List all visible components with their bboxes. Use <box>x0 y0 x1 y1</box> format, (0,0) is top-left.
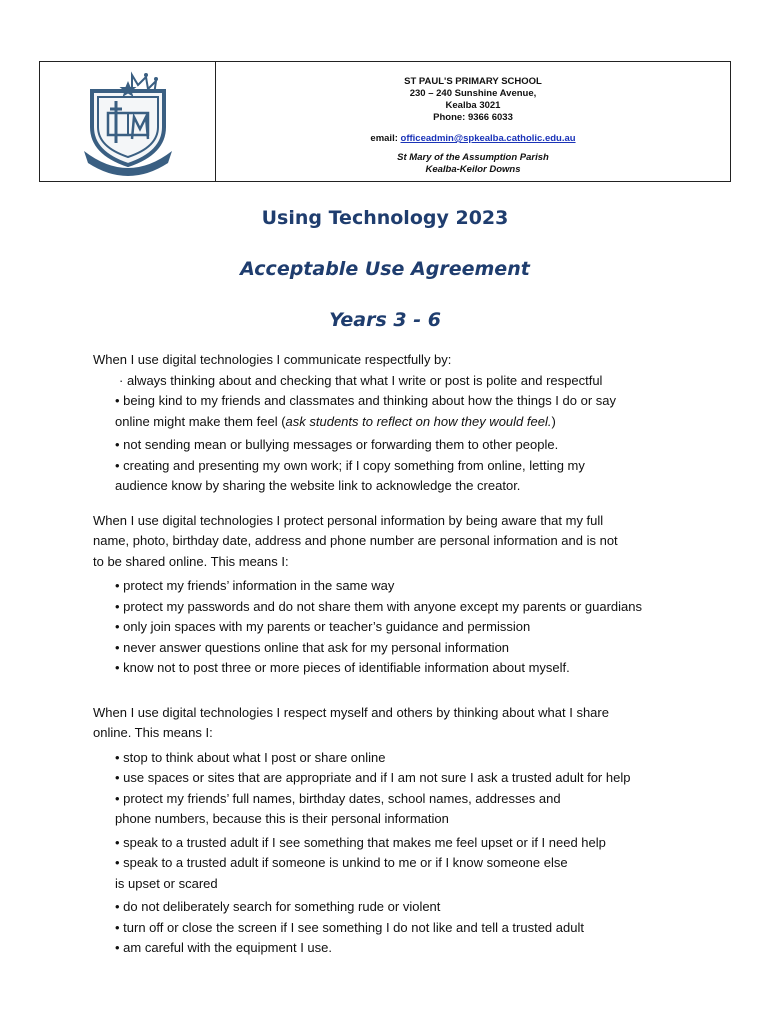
spacer <box>93 497 713 511</box>
list-item: • stop to think about what I post or share online <box>115 749 386 765</box>
list-item: • speak to a trusted adult if someone is unkind to me or if I know someone else <box>115 855 568 870</box>
list-item: • know not to post three or more pieces of identifiable information about myself. <box>115 660 570 675</box>
address-line-1: 230 – 240 Sunshine Avenue, <box>409 88 537 99</box>
list-item: • protect my passwords and do not share them with anyone except my parents or guardians <box>115 598 642 614</box>
parish-line-2: Kealba-Keilor Downs <box>425 164 521 175</box>
section1-intro: When I use digital technologies I communicate respectfully by: <box>93 352 452 367</box>
list-item-continuation: audience know by sharing the website link to acknowledge the creator. <box>115 478 521 493</box>
text-run: ) <box>551 413 556 429</box>
section2-intro-1: When I use digital technologies I protect personal information by being aware that my full <box>93 512 604 528</box>
email-label: email: <box>370 133 398 144</box>
list-item: • never answer questions online that ask for my personal information <box>115 639 510 655</box>
agreement-body <box>93 350 713 959</box>
school-name: ST PAUL'S PRIMARY SCHOOL <box>404 76 542 87</box>
list-item: • protect my friends’ full names, birthday dates, school names, addresses and <box>115 790 561 806</box>
list-item: • speak to a trusted adult if I see something that makes me feel upset or if I need help <box>115 834 606 850</box>
section3-intro-2: online. This means I: <box>93 725 213 740</box>
phone-number: Phone: 9366 6033 <box>433 112 513 123</box>
list-item: • do not deliberately search for something rude or violent <box>115 899 441 914</box>
address-line-2: Kealba 3021 <box>445 100 501 111</box>
list-item: · always thinking about and checking that what I write or post is polite and respectful <box>119 372 603 388</box>
list-item: • protect my friends’ information in the same way <box>115 578 395 593</box>
parish-line-1: St Mary of the Assumption Parish <box>397 152 549 163</box>
email-link[interactable]: officeadmin@spkealba.catholic.edu.au <box>400 133 576 144</box>
list-item-continuation: phone numbers, because this is their personal information <box>115 811 449 826</box>
section2-intro-2: name, photo, birthday date, address and phone number are personal information and is not <box>93 533 618 548</box>
list-item: • being kind to my friends and classmates and thinking about how the things I do or say <box>115 393 617 408</box>
school-crest-logo <box>78 67 178 177</box>
school-contact-details <box>216 62 730 181</box>
text-run: online might make them feel ( <box>115 413 286 429</box>
list-item: • use spaces or sites that are appropriate and if I am not sure I ask a trusted adult for help <box>115 770 631 785</box>
italic-note: ask students to reflect on how they would feel. <box>285 413 552 429</box>
list-item-continuation: is upset or scared <box>115 875 218 891</box>
list-item: • am careful with the equipment I use. <box>115 940 332 955</box>
list-item: • not sending mean or bullying messages or forwarding them to other people. <box>115 437 559 452</box>
section3-intro-1: When I use digital technologies I respect myself and others by thinking about what I share <box>93 704 609 720</box>
list-item: • only join spaces with my parents or teacher’s guidance and permission <box>115 619 531 634</box>
list-item-continuation <box>93 412 713 433</box>
document-title: Using Technology 2023 <box>261 207 509 229</box>
spacer <box>93 679 713 703</box>
letterhead <box>39 61 731 182</box>
list-item: • turn off or close the screen if I see something I do not like and tell a trusted adult <box>115 919 584 935</box>
email-line <box>216 133 730 145</box>
section2-intro-3: to be shared online. This means I: <box>93 553 289 569</box>
school-crest-cell <box>40 62 216 181</box>
list-item: • creating and presenting my own work; if I copy something from online, letting my <box>115 457 585 473</box>
document-subtitle: Acceptable Use Agreement <box>240 258 530 280</box>
year-levels-heading: Years 3 - 6 <box>329 309 441 331</box>
